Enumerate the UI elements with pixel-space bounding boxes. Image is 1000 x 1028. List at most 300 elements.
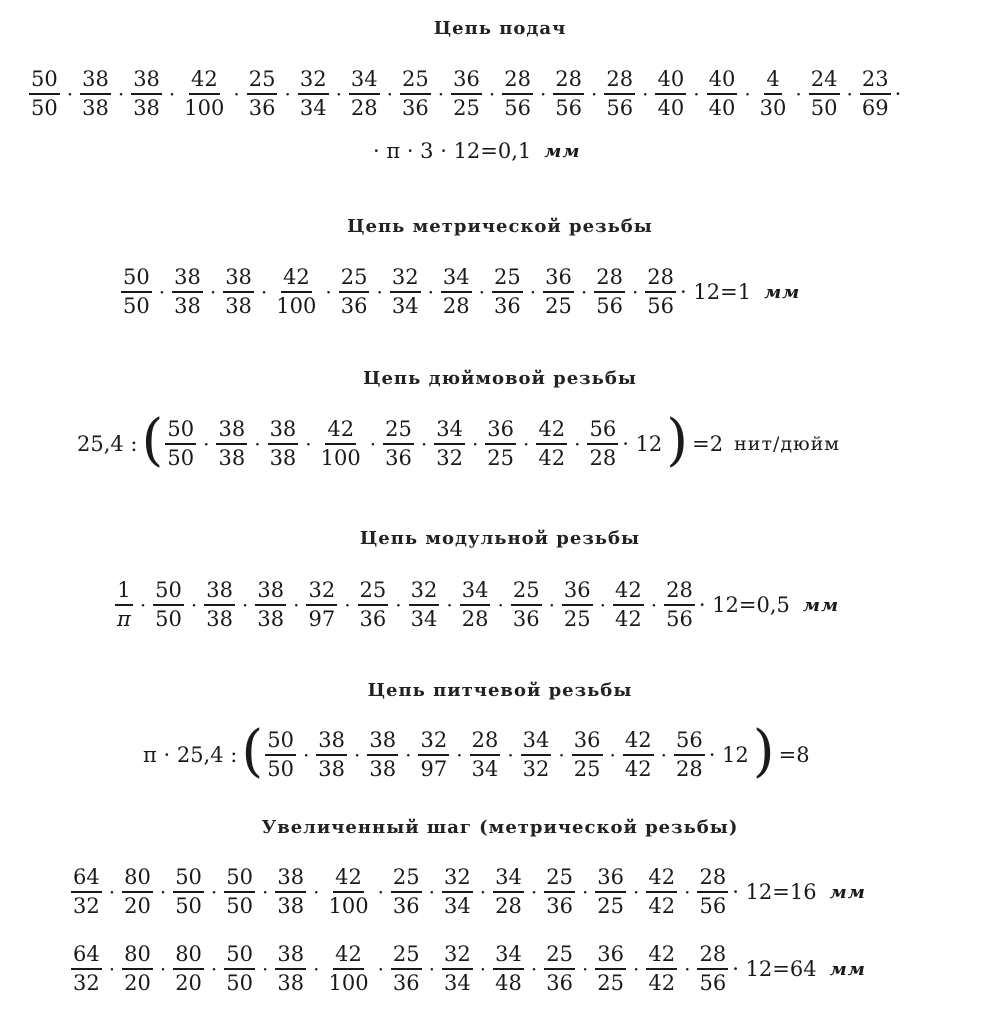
fraction — [224, 944, 255, 994]
fraction-denominator: 100 — [276, 294, 317, 318]
fraction-numerator: 24 — [809, 69, 840, 95]
fraction-numerator: 32 — [390, 267, 421, 293]
multiply-dot: · — [684, 880, 691, 904]
fraction-denominator: 100 — [184, 96, 225, 120]
formula-suffix: · — [894, 82, 902, 106]
fraction-numerator: 25 — [492, 267, 523, 293]
fraction-denominator: 38 — [269, 446, 297, 470]
fraction-denominator: 56 — [699, 971, 727, 995]
multiply-dot: · — [471, 432, 479, 456]
formula-prefix: π · 25,4 : — [143, 743, 238, 767]
fraction — [216, 419, 247, 469]
fraction-denominator: 56 — [647, 294, 675, 318]
fraction-numerator: 36 — [572, 730, 603, 756]
fraction-denominator: 50 — [226, 894, 254, 918]
fraction — [400, 69, 431, 119]
multiply-dot: · — [650, 593, 658, 617]
multiply-dot: · — [405, 743, 412, 767]
multiply-dot: · — [479, 880, 487, 904]
formula-prefix: 25,4 : — [77, 432, 138, 456]
formula-suffix: · 12=16 — [732, 880, 817, 904]
fraction — [697, 944, 728, 994]
fraction — [71, 867, 102, 917]
multiply-dot: · — [386, 82, 394, 106]
fraction-denominator: 40 — [708, 96, 736, 120]
fraction — [758, 69, 789, 119]
fraction — [29, 69, 60, 119]
fraction-numerator: 34 — [441, 267, 472, 293]
fraction — [434, 419, 465, 469]
fraction-numerator: 25 — [544, 944, 575, 970]
multiply-dot: · — [507, 743, 514, 767]
open-paren: ( — [241, 719, 264, 784]
fraction — [493, 944, 524, 994]
fraction-denominator: 56 — [699, 894, 727, 918]
fraction-numerator: 28 — [697, 944, 728, 970]
multiply-dot: · — [203, 432, 210, 456]
fraction-numerator: 38 — [275, 944, 306, 970]
formula-suffix: · 12=0,5 — [698, 593, 790, 617]
fraction-numerator: 36 — [595, 867, 626, 893]
fraction-numerator: 50 — [224, 867, 255, 893]
multiply-dot: · — [158, 280, 166, 304]
multiply-dot: · — [479, 957, 487, 981]
fraction-denominator: 50 — [226, 971, 254, 995]
fraction-denominator: 42 — [538, 446, 566, 470]
fraction-numerator: 25 — [247, 69, 278, 95]
multiply-dot: · — [428, 957, 436, 981]
fraction — [544, 867, 575, 917]
fraction-numerator: 56 — [674, 730, 705, 756]
fraction — [674, 730, 705, 780]
multiply-dot: · — [190, 593, 198, 617]
multiply-dot: · — [446, 593, 453, 617]
fraction-denominator: 36 — [392, 894, 420, 918]
fraction-denominator: 38 — [174, 294, 201, 318]
fraction — [274, 267, 318, 317]
formula-unit: мм — [829, 881, 866, 903]
fraction — [247, 69, 278, 119]
multiply-dot: · — [478, 280, 486, 304]
fraction-numerator: 42 — [623, 730, 654, 756]
multiply-dot: · — [574, 432, 581, 456]
formula-suffix: · 12=1 — [680, 280, 752, 304]
multiply-dot: · — [377, 957, 384, 981]
fraction — [664, 580, 695, 630]
fraction-numerator: 42 — [325, 419, 356, 445]
fraction-numerator: 38 — [268, 419, 299, 445]
multiply-dot: · — [660, 743, 667, 767]
fraction-denominator: 42 — [624, 757, 652, 781]
fraction — [544, 944, 575, 994]
fraction-denominator: 32 — [436, 446, 463, 470]
fraction-denominator: 50 — [810, 96, 838, 120]
multiply-dot: · — [488, 82, 496, 106]
fraction-numerator: 42 — [613, 580, 644, 606]
multiply-dot: · — [376, 280, 383, 304]
multiply-dot: · — [139, 593, 147, 617]
formula-suffix: · 12=64 — [732, 957, 817, 981]
fraction-numerator: 32 — [409, 580, 440, 606]
formula-feed-1 — [28, 62, 904, 126]
multiply-dot: · — [591, 82, 598, 106]
formula-suffix: · 12 — [708, 743, 749, 767]
fraction-denominator: 38 — [277, 894, 305, 918]
fraction — [349, 69, 380, 119]
formula-unit: мм — [544, 140, 581, 162]
close-paren: ) — [752, 719, 775, 784]
fraction-denominator: 36 — [546, 894, 573, 918]
multiply-dot: · — [523, 432, 530, 456]
fraction — [391, 944, 422, 994]
fraction-numerator: 34 — [493, 867, 524, 893]
fraction-denominator: 36 — [546, 971, 573, 995]
heading-feed-chain: Цепь подач — [433, 18, 567, 39]
fraction — [122, 867, 153, 917]
fraction — [383, 419, 414, 469]
multiply-dot: · — [497, 593, 504, 617]
fraction-denominator: 34 — [444, 971, 471, 995]
fraction-denominator: 36 — [359, 607, 387, 631]
fraction-numerator: 28 — [645, 267, 676, 293]
fraction-numerator: 28 — [553, 69, 584, 95]
fraction — [655, 69, 686, 119]
fraction — [326, 867, 370, 917]
fraction-numerator: 38 — [367, 730, 398, 756]
fraction-numerator: 80 — [173, 944, 204, 970]
fraction-numerator: 38 — [255, 580, 286, 606]
fraction-denominator: 34 — [444, 894, 471, 918]
fraction-numerator: 50 — [29, 69, 60, 95]
fraction-denominator: 97 — [420, 757, 448, 781]
fraction-numerator: 42 — [189, 69, 220, 95]
fraction — [391, 867, 422, 917]
multiply-dot: · — [354, 743, 361, 767]
multiply-dot: · — [548, 593, 555, 617]
multiply-dot: · — [293, 593, 300, 617]
multiply-dot: · — [420, 432, 428, 456]
formula-increased-1 — [70, 860, 866, 924]
fraction-denominator: 69 — [861, 96, 889, 120]
multiply-dot: · — [262, 957, 269, 981]
formula-result: =8 — [778, 743, 810, 767]
fraction — [319, 419, 363, 469]
fraction-denominator: 56 — [606, 96, 634, 120]
fraction-numerator: 36 — [451, 69, 482, 95]
heading-inch-thread: Цепь дюймовой резьбы — [363, 368, 637, 389]
fraction — [502, 69, 533, 119]
multiply-dot: · — [437, 82, 445, 106]
fraction-numerator: 28 — [697, 867, 728, 893]
fraction-numerator: 34 — [349, 69, 380, 95]
multiply-dot: · — [260, 280, 268, 304]
fraction — [572, 730, 603, 780]
fraction-denominator: 34 — [391, 294, 419, 318]
formula-pitch — [140, 719, 813, 787]
fraction — [860, 69, 891, 119]
fraction-numerator: 28 — [470, 730, 501, 756]
fraction — [451, 69, 482, 119]
fraction — [595, 944, 626, 994]
fraction-numerator: 42 — [536, 419, 567, 445]
fraction — [562, 580, 593, 630]
multiply-dot: · — [693, 82, 700, 106]
fraction-numerator: 34 — [521, 730, 552, 756]
fraction-denominator: 42 — [648, 971, 676, 995]
fraction-numerator: 25 — [358, 580, 389, 606]
fraction-numerator: 28 — [594, 267, 625, 293]
multiply-dot: · — [580, 280, 588, 304]
multiply-dot: · — [209, 280, 217, 304]
fraction — [153, 580, 184, 630]
fraction-denominator: 25 — [545, 294, 572, 318]
fraction — [587, 419, 618, 469]
fraction-numerator: 38 — [275, 867, 306, 893]
fraction — [255, 580, 286, 630]
multiply-dot: · — [530, 880, 538, 904]
fraction — [71, 944, 102, 994]
fraction-numerator: 25 — [383, 419, 414, 445]
fraction-denominator: 34 — [410, 607, 438, 631]
fraction-denominator: 50 — [31, 96, 58, 120]
fraction-denominator: 36 — [248, 96, 276, 120]
fraction — [172, 267, 203, 317]
fraction-denominator: 25 — [563, 607, 591, 631]
fraction-numerator: 25 — [339, 267, 370, 293]
fraction — [275, 944, 306, 994]
multiply-dot: · — [846, 82, 853, 106]
fraction — [470, 730, 501, 780]
fraction — [623, 730, 654, 780]
fraction — [418, 730, 449, 780]
fraction-numerator: 32 — [298, 69, 329, 95]
fraction-denominator: 38 — [369, 757, 397, 781]
fraction-numerator: 4 — [764, 69, 781, 95]
multiply-dot: · — [795, 82, 802, 106]
multiply-dot: · — [369, 432, 377, 456]
multiply-dot: · — [558, 743, 565, 767]
fraction — [275, 867, 306, 917]
fraction-denominator: 100 — [320, 446, 361, 470]
fraction-numerator: 25 — [391, 867, 422, 893]
fraction-numerator: 42 — [333, 944, 364, 970]
multiply-dot: · — [335, 82, 342, 106]
fraction — [339, 267, 370, 317]
fraction — [460, 580, 491, 630]
fraction-numerator: 32 — [306, 580, 337, 606]
multiply-dot: · — [325, 280, 332, 304]
fraction-numerator: 64 — [71, 944, 102, 970]
heading-increased-pitch: Увеличенный шаг (метрической резьбы) — [261, 817, 739, 838]
fraction — [223, 267, 254, 317]
fraction — [536, 419, 567, 469]
fraction — [553, 69, 584, 119]
fraction-numerator: 40 — [655, 69, 686, 95]
fraction-denominator: 25 — [597, 971, 625, 995]
multiply-dot: · — [159, 957, 167, 981]
fraction-numerator: 56 — [587, 419, 618, 445]
fraction — [511, 580, 542, 630]
multiply-dot: · — [529, 280, 537, 304]
fraction — [173, 944, 204, 994]
fraction — [204, 580, 235, 630]
fraction-numerator: 34 — [460, 580, 491, 606]
multiply-dot: · — [581, 880, 589, 904]
fraction-denominator: 50 — [123, 294, 150, 318]
fraction — [224, 867, 255, 917]
fraction-denominator: 38 — [225, 294, 252, 318]
multiply-dot: · — [210, 957, 218, 981]
fraction — [646, 944, 677, 994]
multiply-dot: · — [242, 593, 249, 617]
fraction-denominator: 50 — [267, 757, 294, 781]
multiply-dot: · — [302, 743, 310, 767]
fraction-denominator: 56 — [596, 294, 623, 318]
heading-metric-thread: Цепь метрической резьбы — [347, 216, 653, 237]
fraction — [306, 580, 337, 630]
fraction-numerator: 38 — [316, 730, 347, 756]
fraction-denominator: 36 — [385, 446, 412, 470]
fraction — [707, 69, 738, 119]
fraction-numerator: 34 — [434, 419, 465, 445]
fraction-denominator: 30 — [759, 96, 787, 120]
fraction — [613, 580, 644, 630]
fraction-numerator: 80 — [122, 867, 153, 893]
fraction-denominator: 42 — [648, 894, 676, 918]
fraction-denominator: 25 — [487, 446, 515, 470]
fraction — [604, 69, 635, 119]
fraction — [173, 867, 204, 917]
formula-metric — [120, 260, 800, 324]
formula-increased-2 — [70, 937, 866, 1001]
multiply-dot: · — [159, 880, 167, 904]
fraction-numerator: 64 — [71, 867, 102, 893]
fraction-denominator: 32 — [522, 757, 550, 781]
multiply-dot: · — [262, 880, 269, 904]
fraction-denominator: 36 — [340, 294, 368, 318]
fraction-numerator: 25 — [391, 944, 422, 970]
formula-unit: мм — [802, 594, 840, 616]
fraction — [493, 867, 524, 917]
fraction — [441, 267, 472, 317]
fraction — [645, 267, 676, 317]
fraction-denominator: π — [117, 607, 131, 631]
formula-result: =2 — [692, 432, 724, 456]
heading-pitch-thread: Цепь питчевой резьбы — [367, 680, 633, 701]
fraction — [646, 867, 677, 917]
multiply-dot: · — [530, 957, 538, 981]
multiply-dot: · — [744, 82, 751, 106]
fraction — [358, 580, 389, 630]
open-paren: ( — [141, 408, 164, 473]
fraction-denominator: 50 — [155, 607, 182, 631]
fraction — [115, 580, 133, 630]
multiply-dot: · — [305, 432, 312, 456]
fraction — [316, 730, 347, 780]
fraction-denominator: 36 — [494, 294, 521, 318]
fraction — [697, 867, 728, 917]
fraction-denominator: 25 — [453, 96, 480, 120]
formula-module — [114, 573, 839, 637]
fraction — [131, 69, 162, 119]
fraction-denominator: 56 — [666, 607, 693, 631]
fraction-denominator: 50 — [167, 446, 195, 470]
multiply-dot: · — [684, 957, 691, 981]
fraction-numerator: 38 — [223, 267, 254, 293]
fraction-numerator: 38 — [204, 580, 235, 606]
fraction-denominator: 38 — [82, 96, 109, 120]
formula-suffix: · π · 3 · 12=0,1 — [373, 139, 532, 163]
multiply-dot: · — [633, 957, 640, 981]
multiply-dot: · — [428, 880, 436, 904]
fraction-denominator: 28 — [589, 446, 617, 470]
fraction — [543, 267, 574, 317]
fraction-numerator: 50 — [153, 580, 184, 606]
multiply-dot: · — [581, 957, 589, 981]
fraction-denominator: 36 — [392, 971, 420, 995]
fraction-denominator: 42 — [615, 607, 642, 631]
multiply-dot: · — [344, 593, 351, 617]
multiply-dot: · — [210, 880, 218, 904]
fraction-denominator: 38 — [218, 446, 246, 470]
fraction-numerator: 42 — [646, 867, 677, 893]
fraction-denominator: 38 — [206, 607, 233, 631]
fraction — [165, 419, 196, 469]
multiply-dot: · — [108, 880, 116, 904]
fraction-numerator: 50 — [173, 867, 204, 893]
multiply-dot: · — [168, 82, 176, 106]
fraction-numerator: 42 — [281, 267, 312, 293]
fraction-denominator: 34 — [299, 96, 327, 120]
multiply-dot: · — [642, 82, 649, 106]
multiply-dot: · — [427, 280, 434, 304]
fraction-denominator: 28 — [350, 96, 378, 120]
fraction-numerator: 42 — [646, 944, 677, 970]
fraction-denominator: 25 — [597, 894, 625, 918]
fraction-numerator: 34 — [493, 944, 524, 970]
fraction — [80, 69, 111, 119]
close-paren: ) — [666, 408, 689, 473]
fraction-numerator: 32 — [442, 944, 473, 970]
formula-inch — [74, 408, 841, 476]
fraction-numerator: 32 — [418, 730, 449, 756]
fraction-numerator: 38 — [172, 267, 203, 293]
fraction-denominator: 28 — [675, 757, 703, 781]
multiply-dot: · — [395, 593, 402, 617]
fraction-numerator: 40 — [707, 69, 738, 95]
fraction-denominator: 38 — [277, 971, 305, 995]
multiply-dot: · — [313, 957, 320, 981]
fraction-denominator: 36 — [402, 96, 429, 120]
fraction-denominator: 97 — [308, 607, 336, 631]
fraction-denominator: 38 — [318, 757, 346, 781]
fraction-numerator: 38 — [131, 69, 162, 95]
fraction-numerator: 25 — [544, 867, 575, 893]
fraction-denominator: 25 — [573, 757, 601, 781]
heading-module-thread: Цепь модульной резьбы — [359, 528, 641, 549]
fraction-numerator: 50 — [165, 419, 196, 445]
fraction-numerator: 42 — [333, 867, 364, 893]
multiply-dot: · — [108, 957, 116, 981]
fraction-denominator: 38 — [257, 607, 285, 631]
fraction-numerator: 50 — [224, 944, 255, 970]
multiply-dot: · — [233, 82, 240, 106]
fraction-denominator: 20 — [175, 971, 202, 995]
fraction — [409, 580, 440, 630]
formula-unit: мм — [829, 958, 866, 980]
fraction — [298, 69, 329, 119]
multiply-dot: · — [117, 82, 125, 106]
